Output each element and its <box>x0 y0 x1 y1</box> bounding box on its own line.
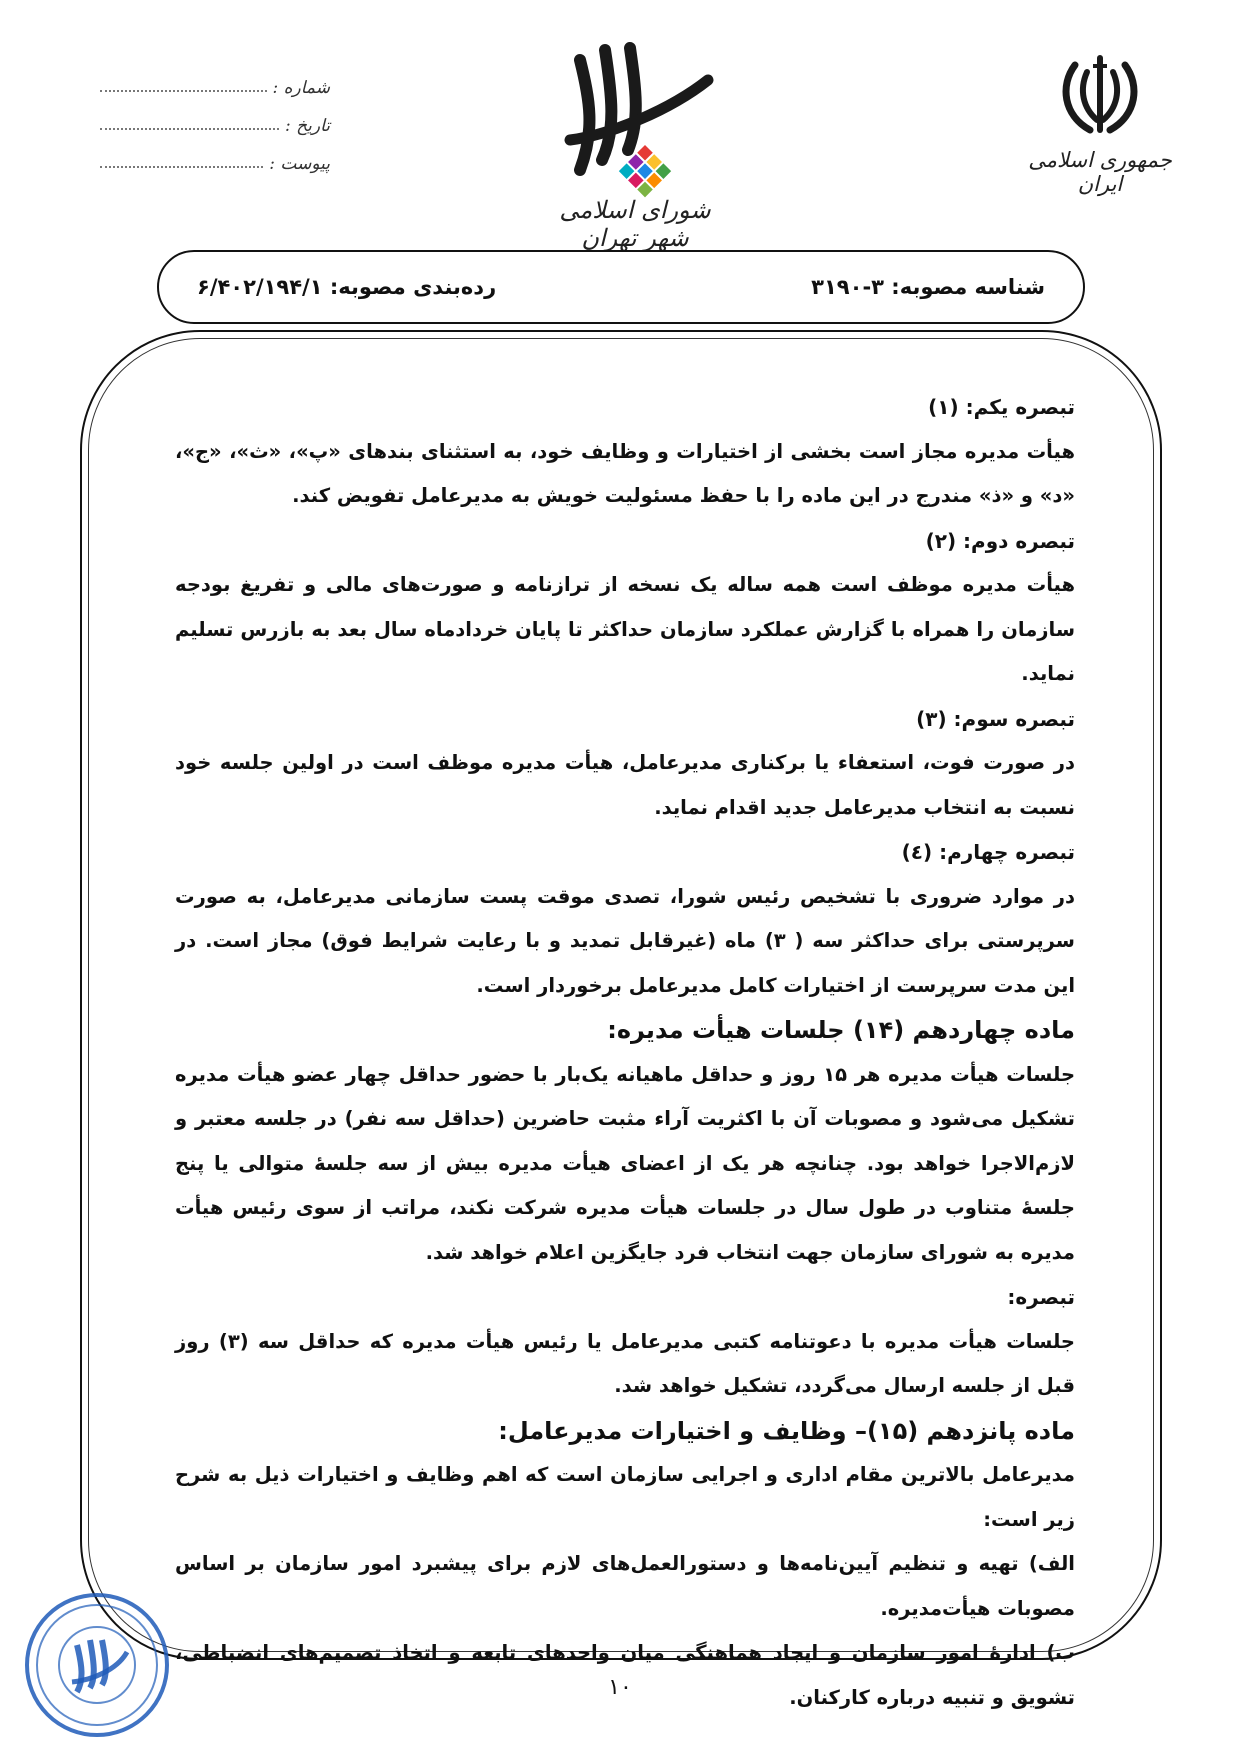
ref-date-line <box>100 118 279 130</box>
article-14-note-title: تبصره: <box>1007 1285 1075 1309</box>
ref-attachment-field <box>100 136 330 174</box>
ref-number-line <box>100 80 267 92</box>
page-number: ۱۰ <box>608 1675 632 1700</box>
council-logo-icon <box>550 40 720 200</box>
resolution-classification: رده‌بندی مصوبه: ۶/۴۰۲/۱۹۴/۱ <box>197 275 497 299</box>
article-14-note-text: جلسات هیأت مدیره با دعوتنامه کتبی مدیرعامل یا رئیس هیأت مدیره که حداقل سه (۳) روز قبل از جلسه ارسال می‌گردد، تشکیل خواهد شد. <box>175 1329 1075 1397</box>
article-14-text: جلسات هیأت مدیره هر ۱۵ روز و حداقل ماهیانه یک‌بار با حضور حداقل چهار عضو هیأت مدیره تشکیل می‌شود و مصوبات آن با اکثریت آراء مثبت حاضرین (حداقل سه نفر) در جلسه معتبر و لازم‌الاجرا خواهد بود. چنانچه هر یک از اعضای هیأت مدیره بیش از سه جلسهٔ متوالی یا پنج جلسهٔ متناوب در طول سال در جلسات هیأت مدیره شرکت نکند، مراتب از سوی رئیس هیأت مدیره به شورای سازمان جهت انتخاب فرد جایگزین اعلام خواهد شد. <box>175 1062 1076 1264</box>
note-1-text: هیأت مدیره مجاز است بخشی از اختیارات و وظایف خود، به استثنای بندهای «پ»، «ث»، «ج»، «د» و «ذ» مندرج در این ماده را با حفظ مسئولیت خویش به مدیرعامل تفویض کند. <box>175 439 1075 507</box>
resolution-info-bar <box>157 250 1085 324</box>
stamp-icon <box>22 1590 172 1740</box>
council-logo <box>545 40 725 250</box>
ref-attachment-line <box>100 156 263 168</box>
article-15-title: ماده پانزدهم (۱۵)– وظایف و اختیارات مدیرعامل: <box>498 1416 1075 1445</box>
ref-attachment-label: پیوست : <box>269 154 330 174</box>
letterhead <box>0 0 1241 250</box>
document-body <box>175 385 1075 1720</box>
iran-emblem <box>1010 50 1190 196</box>
council-stamp <box>22 1590 172 1740</box>
resolution-id: شناسه مصوبه: ۳-۳۱۹۰ <box>811 275 1045 299</box>
ref-date-field <box>100 98 330 136</box>
ref-number-label: شماره : <box>272 78 330 98</box>
council-name: شورای اسلامی شهر تهران <box>559 196 711 252</box>
note-2-title: تبصره دوم: (۲) <box>925 528 1075 553</box>
article-15-item-alef: الف) تهیه و تنظیم آیین‌نامه‌ها و دستورالعمل‌های لازم برای پیشبرد امور سازمان بر اساس مصوبات هیأت‌مدیره. <box>175 1552 1075 1620</box>
reference-fields <box>100 60 330 174</box>
note-4-title: تبصره چهارم: (٤) <box>901 840 1075 864</box>
ref-number-field <box>100 60 330 98</box>
ref-date-label: تاریخ : <box>285 116 330 136</box>
note-3-title: تبصره سوم: (۳) <box>916 706 1075 731</box>
note-4-text: در موارد ضروری با تشخیص رئیس شورا، تصدی موقت پست سازمانی مدیرعامل، به صورت سرپرستی برای حداکثر سه ( ۳) ماه (غیرقابل تمدید و با رعایت شرایط فوق) مجاز است. در این مدت سرپرست از اختیارات کامل مدیرعامل برخوردار است. <box>175 884 1075 997</box>
article-14-title: ماده چهاردهم (۱۴) جلسات هیأت مدیره: <box>607 1016 1075 1044</box>
note-2-text: هیأت مدیره موظف است همه ساله یک نسخه از ترازنامه و صورت‌های مالی و تفریغ بودجه سازمان را همراه با گزارش عملکرد سازمان حداکثر تا پایان خردادماه سال بعد به بازرس تسلیم نماید. <box>175 573 1075 685</box>
iran-emblem-icon <box>1055 50 1145 140</box>
country-name: جمهوری اسلامی ایران <box>1028 148 1172 196</box>
note-1-title: تبصره یکم: (۱) <box>928 395 1075 419</box>
article-15-item-be: ب) ادارهٔ امور سازمان و ایجاد هماهنگی میان واحدهای تابعه و اتخاذ تصمیم‌های انضباطی، تشویق و تنبیه درباره کارکنان. <box>175 1641 1075 1709</box>
article-15-intro: مدیرعامل بالاترین مقام اداری و اجرایی سازمان است که اهم وظایف و اختیارات ذیل به شرح زیر است: <box>175 1463 1075 1531</box>
note-3-text: در صورت فوت، استعفاء یا برکناری مدیرعامل، هیأت مدیره موظف است در اولین جلسه خود نسبت به انتخاب مدیرعامل جدید اقدام نماید. <box>175 751 1075 819</box>
